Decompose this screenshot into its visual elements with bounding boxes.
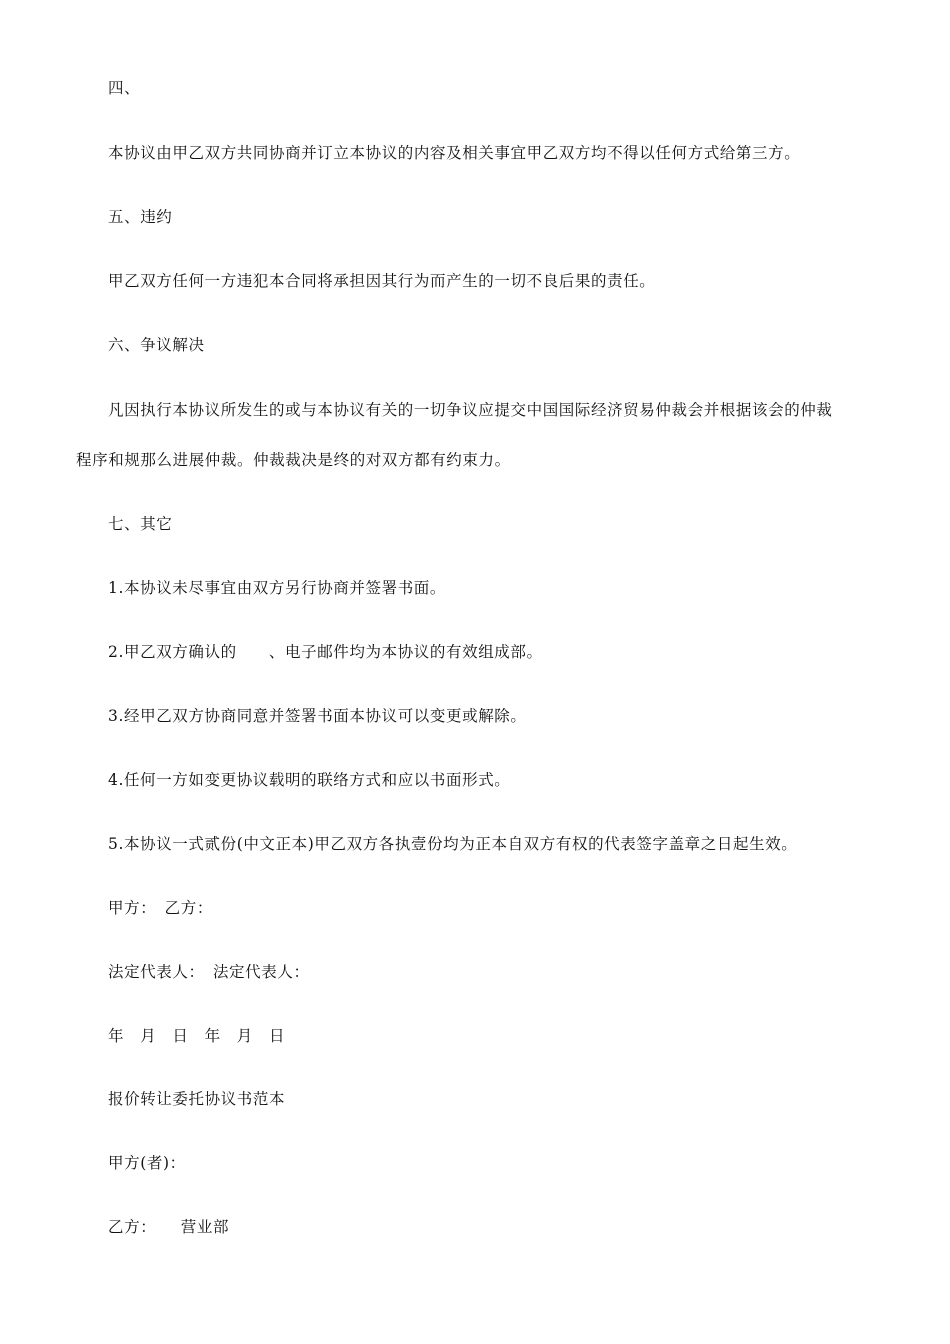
dispute-paragraph-line-2: 程序和规那么进展仲裁。仲裁裁决是终的对双方都有约束力。	[76, 451, 511, 469]
party-signature-line: 甲方： 乙方：	[108, 899, 213, 917]
confidentiality-paragraph: 本协议由甲乙双方共同协商并订立本协议的内容及相关事宜甲乙双方均不得以任何方式给第三方。	[108, 144, 801, 162]
party-b-line: 乙方： 营业部	[108, 1218, 230, 1236]
section-four-heading: 四、	[108, 79, 141, 97]
section-six-heading: 六、争议解决	[108, 336, 205, 354]
agreement-title: 报价转让委托协议书范本	[108, 1090, 286, 1108]
clause-2: 2.甲乙双方确认的 、电子邮件均为本协议的有效组成部。	[108, 643, 543, 661]
section-five-heading: 五、违约	[108, 208, 173, 226]
legal-representative-line: 法定代表人： 法定代表人：	[108, 963, 310, 981]
clause-4: 4.任何一方如变更协议载明的联络方式和应以书面形式。	[108, 771, 511, 789]
clause-3: 3.经甲乙双方协商同意并签署书面本协议可以变更或解除。	[108, 707, 527, 725]
party-a-line: 甲方(者)：	[108, 1154, 186, 1172]
breach-paragraph: 甲乙双方任何一方违犯本合同将承担因其行为而产生的一切不良后果的责任。	[108, 272, 656, 290]
date-line: 年 月 日 年 月 日	[108, 1027, 286, 1045]
clause-1: 1.本协议未尽事宜由双方另行协商并签署书面。	[108, 579, 446, 597]
section-seven-heading: 七、其它	[108, 515, 173, 533]
dispute-paragraph-line-1: 凡因执行本协议所发生的或与本协议有关的一切争议应提交中国国际经济贸易仲裁会并根据该会的仲裁	[108, 401, 833, 419]
clause-5: 5.本协议一式贰份(中文正本)甲乙双方各执壹份均为正本自双方有权的代表签字盖章之日起生效。	[108, 835, 798, 853]
